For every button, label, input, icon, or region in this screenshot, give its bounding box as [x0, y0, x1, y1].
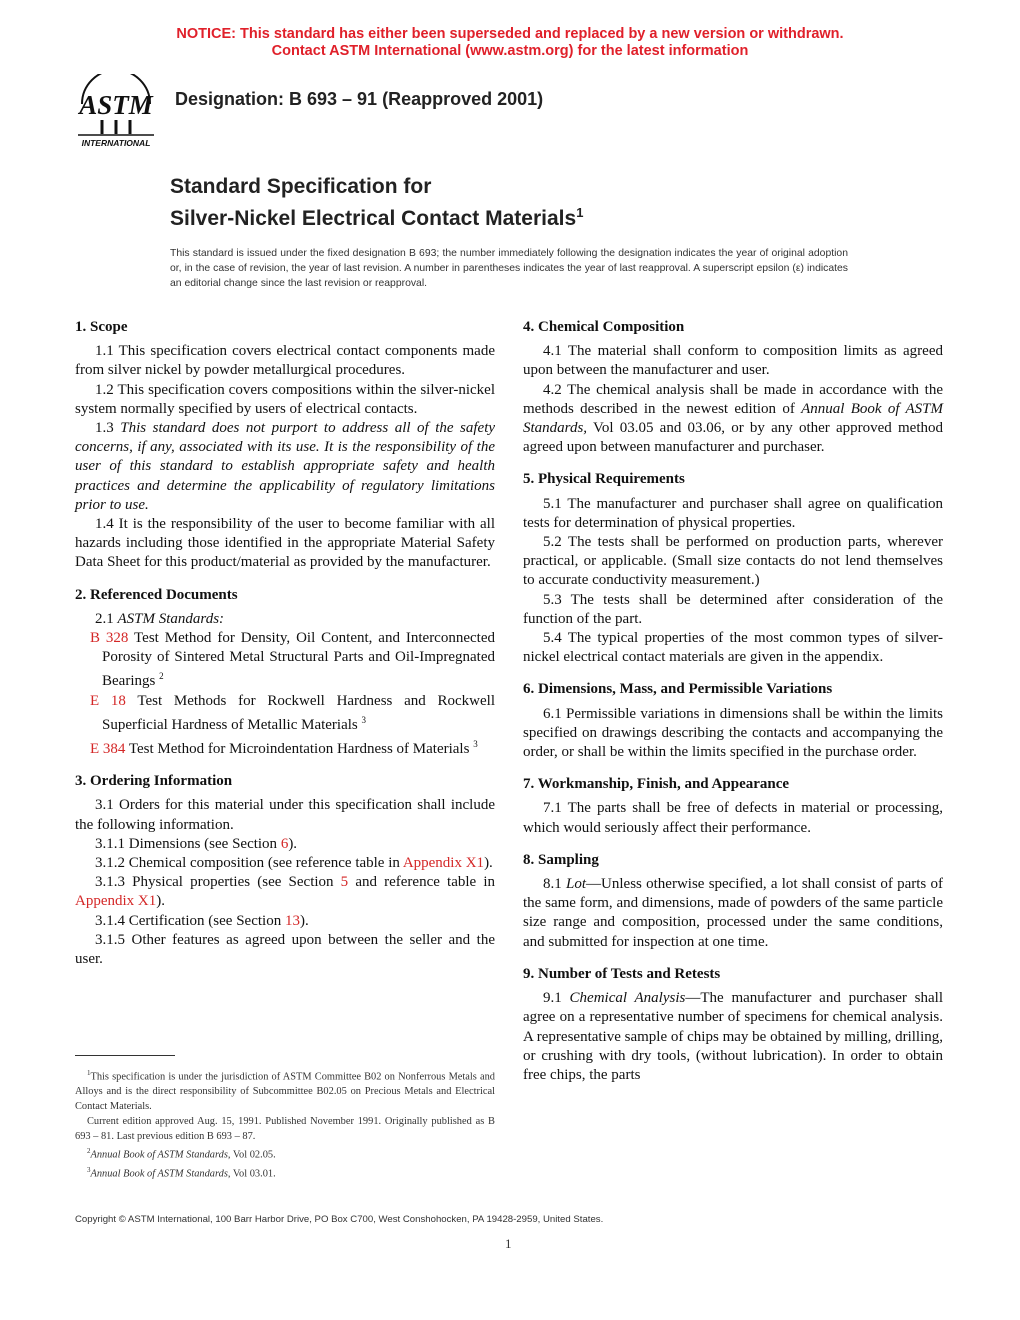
astm-logo	[72, 74, 160, 150]
paragraph: 1.4 It is the responsibility of the user to become familiar with all hazards including those identified in the appropriate Material Safety Data Sheet for this product/material as provided by the manufacturer.	[75, 516, 495, 571]
paragraph: 4.2 The chemical analysis shall be made in accordance with the methods described in the newest edition of Annual Book of ASTM Standards, Vol 03.05 and 03.06, or by any other approved method agreed upon between manufacturer and purchaser.	[523, 381, 944, 456]
paragraph: 7.1 The parts shall be free of defects in material or processing, which would seriously affect their performance.	[523, 800, 943, 836]
section-workmanship	[523, 775, 943, 838]
paragraph: 5.3 The tests shall be determined after consideration of the function of the part.	[523, 591, 943, 627]
paragraph: 1.1 This specification covers electrical contact components made from silver nickel by powder metallurgical procedures.	[75, 343, 495, 379]
section-physical-requirements	[523, 470, 943, 667]
notice-line-2: Contact ASTM International (www.astm.org) for the latest information	[271, 43, 749, 59]
footnote: $^2$Annual Book of ASTM Standards, Vol 02.05.	[87, 1147, 276, 1161]
section-link[interactable]: 13	[284, 912, 300, 929]
section-heading: 5. Physical Requirements	[523, 471, 685, 488]
paragraph: 1.3 This standard does not purport to address all of the safety concerns, if any, associated with its use. It is the responsibility of the user of this standard to establish appropriate safety and health practices and determine the applicability of regulatory limitations prior to use.	[75, 420, 496, 513]
section-link[interactable]: 5	[340, 874, 349, 891]
section-heading: 4. Chemical Composition	[523, 319, 685, 335]
paragraph: 3.1 Orders for this material under this specification shall include the following information.	[75, 797, 495, 833]
section-chemical-composition	[523, 318, 943, 457]
section-dimensions	[523, 680, 943, 762]
section-heading: 7. Workmanship, Finish, and Appearance	[523, 776, 790, 793]
section-tests-retests	[523, 965, 943, 1085]
footnote: $^1$This specification is under the jurisdiction of ASTM Committee B02 on Nonferrous Metals and Alloys and is the direct responsibility of Subcommittee B02.05 on Precious Metals and Electrical Contact Materials.	[75, 1069, 495, 1113]
page-number: 1	[505, 1236, 512, 1251]
section-scope	[75, 318, 495, 573]
footnote: Current edition approved Aug. 15, 1991. Published November 1991. Originally published as B 693 – 81. Last previous edition B 693 – 87.	[75, 1116, 495, 1143]
section-referenced-documents	[75, 586, 495, 760]
logo-subtext: INTERNATIONAL	[81, 138, 151, 148]
section-heading: 8. Sampling	[523, 851, 599, 868]
paragraph: 4.1 The material shall conform to composition limits as agreed upon between the manufacturer and user.	[523, 343, 943, 379]
astm-logo-icon	[72, 74, 160, 150]
section-ordering-information	[75, 772, 495, 969]
appendix-link[interactable]: Appendix X1	[75, 893, 157, 910]
title-line-2: Silver-Nickel Electrical Contact Materials$^1$	[170, 205, 584, 230]
left-column	[75, 318, 495, 982]
title-footnote-ref[interactable]: 1	[576, 205, 584, 220]
document-title	[170, 174, 583, 232]
reference-link[interactable]: E 18	[90, 692, 126, 709]
paragraph: 5.4 The typical properties of the most common types of silver-nickel electrical contact materials are given in the appendix.	[523, 630, 943, 666]
notice-line-1: NOTICE: This standard has either been superseded and replaced by a new version or withdrawn.	[176, 26, 844, 42]
withdrawal-notice	[0, 26, 1020, 60]
footnote-ref[interactable]: 2	[159, 671, 164, 682]
footnote-divider	[75, 1055, 175, 1056]
appendix-link[interactable]: Appendix X1	[402, 855, 485, 872]
section-heading: 6. Dimensions, Mass, and Permissible Variations	[523, 681, 833, 698]
designation: Designation: B 693 – 91 (Reapproved 2001)	[175, 89, 544, 109]
paragraph: 3.1.3 Physical properties (see Section 5 and reference table in Appendix X1).	[75, 874, 495, 910]
logo-mark-text: ASTM	[79, 90, 153, 120]
paragraph: 8.1 Lot—Unless otherwise specified, a lot shall consist of parts of the same form, and dimensions, made of powders of the same particle size range and composition, processed under the same conditions, and submitted for inspection at one time.	[523, 876, 944, 950]
section-heading: 9. Number of Tests and Retests	[523, 965, 721, 982]
paragraph: 2.1 ASTM Standards:	[95, 610, 225, 627]
footnotes	[75, 1066, 495, 1181]
section-sampling	[523, 851, 943, 952]
reference-item: B 328 Test Method for Density, Oil Content, and Interconnected Porosity of Sintered Metal Structural Parts and Oil-Impregnated Bearings $^2$	[90, 630, 495, 690]
paragraph: 3.1.5 Other features as agreed upon between the seller and the user.	[75, 931, 495, 968]
section-heading: 3. Ordering Information	[75, 773, 233, 790]
paragraph: 9.1 Chemical Analysis—The manufacturer and purchaser shall agree on a representative number of specimens for chemical analysis. A representative sample of chips may be obtained by milling, drilling, or crushing with dry tools, (without lubrication). In order to obtain free chips, the parts	[523, 990, 944, 1083]
footnote: $^3$Annual Book of ASTM Standards, Vol 03.01.	[87, 1165, 276, 1180]
paragraph: 3.1.1 Dimensions (see Section 6).	[95, 835, 298, 852]
section-heading: 1. Scope	[75, 319, 128, 335]
paragraph: 3.1.2 Chemical composition (see reference table in Appendix X1).	[95, 855, 493, 872]
right-column	[523, 318, 943, 1098]
paragraph: 5.1 The manufacturer and purchaser shall agree on qualification tests for determination of physical properties.	[523, 495, 943, 531]
reference-link[interactable]: B 328	[90, 630, 129, 647]
footnote-ref[interactable]: 3	[473, 739, 478, 750]
footnote-ref[interactable]: 3	[361, 714, 366, 725]
paragraph: 1.2 This specification covers compositions within the silver-nickel system normally specified by users of electrical contacts.	[75, 381, 495, 417]
reference-item: E 384 Test Method for Microindentation Hardness of Materials $^3$	[90, 739, 478, 758]
title-line-1: Standard Specification for	[170, 175, 432, 198]
section-link[interactable]: 6	[280, 835, 289, 852]
paragraph: 6.1 Permissible variations in dimensions shall be within the limits specified on drawings describing the contacts and accompanying the order, or shall be within the limits specified in the purchase order.	[523, 705, 943, 761]
paragraph: 5.2 The tests shall be performed on production parts, wherever practical, or applicable. (Small size contacts do not lend themselves to accurate conductivity measurement.)	[523, 534, 943, 589]
reference-item: E 18 Test Methods for Rockwell Hardness and Rockwell Superficial Hardness of Metallic Materials $^3$	[90, 692, 495, 733]
copyright-line: Copyright © ASTM International, 100 Barr Harbor Drive, PO Box C700, West Conshohocken, PA 19428-2959, United States.	[75, 1214, 604, 1225]
reference-link[interactable]: E 384	[90, 741, 126, 758]
issuance-statement: This standard is issued under the fixed designation B 693; the number immediately following the designation indicates the year of original adoption or, in the case of revision, the year of last revision. A number in parentheses indicates the year of last reapproval. A superscript epsilon (ε) indicates an editorial change since the last revision or reapproval.	[170, 248, 848, 289]
paragraph: 3.1.4 Certification (see Section 13).	[95, 912, 309, 929]
section-heading: 2. Referenced Documents	[75, 586, 238, 603]
